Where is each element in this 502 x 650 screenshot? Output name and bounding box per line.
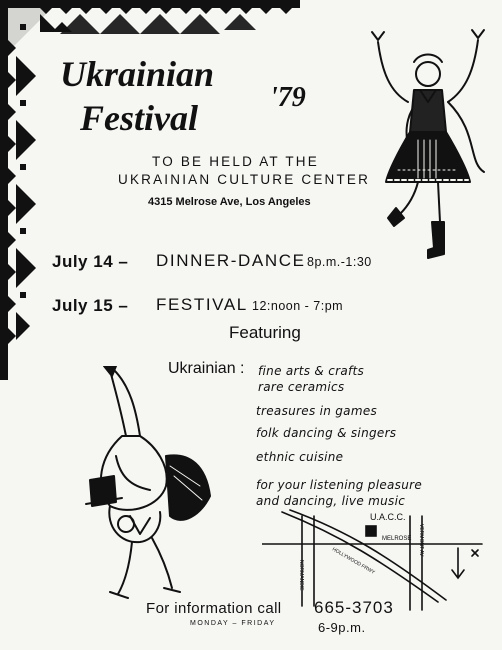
event-date-2: July 15 – [52, 296, 129, 315]
map-melrose-label: MELROSE [382, 536, 412, 542]
location-line1: TO BE HELD AT THE [152, 154, 319, 169]
event-time-1: 8p.m.-1:30 [307, 255, 372, 269]
title-line2: Festival [80, 98, 198, 138]
info-hours: 6-9p.m. [318, 620, 366, 635]
feature-item: ethnic cuisine [256, 450, 344, 464]
location-line2: UKRAINIAN CULTURE CENTER [118, 172, 371, 187]
event-name-2: FESTIVAL [156, 295, 248, 314]
map-venue-label: U.A.C.C. [370, 512, 406, 522]
title-line1: Ukrainian [60, 54, 215, 94]
title-year: '79 [270, 82, 306, 113]
male-dancer-illustration [70, 366, 230, 610]
music-line2: and dancing, live music [256, 494, 406, 508]
event-name-1: DINNER-DANCE [156, 251, 306, 270]
map-hollywood-label: HOLLYWOOD FRWY [331, 546, 376, 576]
info-days: MONDAY – FRIDAY [190, 620, 276, 627]
features-label: Ukrainian : [168, 360, 245, 377]
music-line1: for your listening pleasure [256, 478, 423, 492]
map-venue-marker [366, 526, 376, 536]
info-label: For information call [146, 600, 282, 617]
feature-item: fine arts & crafts [258, 364, 365, 378]
left-border-pattern [3, 0, 36, 380]
event-time-2: 12:noon - 7:pm [252, 299, 344, 313]
feature-item: treasures in games [256, 404, 378, 418]
feature-item: folk dancing & singers [256, 426, 397, 440]
location-address: 4315 Melrose Ave, Los Angeles [148, 196, 311, 208]
map-normandie-label: NORMANDIE [298, 560, 304, 591]
event-date-1: July 14 – [52, 252, 129, 271]
featuring-heading: Featuring [229, 323, 301, 342]
feature-item: rare ceramics [258, 380, 345, 394]
info-phone: 665-3703 [314, 598, 394, 617]
map-freeway [282, 512, 438, 602]
map-vermont-label: VERMONT AV [418, 524, 424, 557]
female-dancer-illustration [358, 22, 498, 266]
